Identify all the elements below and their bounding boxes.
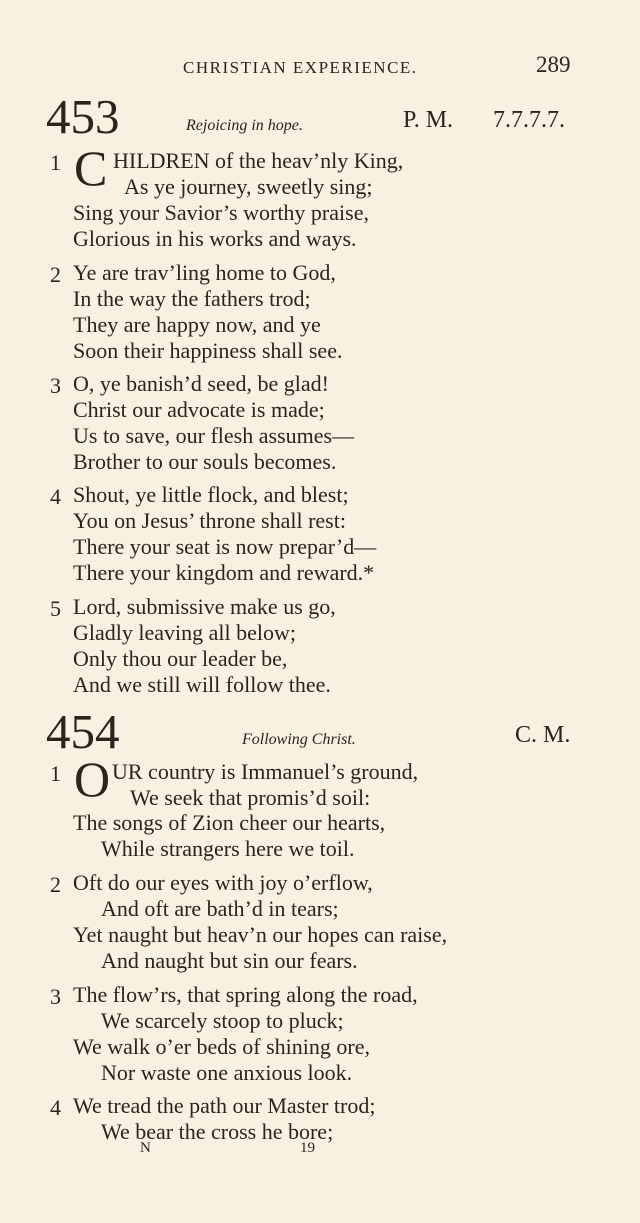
- verse-line: And naught but sin our fears.: [101, 948, 358, 973]
- verse-line: We tread the path our Master trod;: [73, 1093, 376, 1118]
- printer-signature: N: [140, 1140, 151, 1156]
- verse-line: Only thou our leader be,: [73, 646, 288, 671]
- verse-number: 1: [50, 150, 61, 175]
- page-number: 289: [536, 52, 571, 77]
- verse-line: We walk o’er beds of shining ore,: [73, 1034, 370, 1059]
- verse-line: Brother to our souls becomes.: [73, 449, 337, 474]
- verse-line: Gladly leaving all below;: [73, 620, 296, 645]
- verse-line: While strangers here we toil.: [101, 836, 355, 861]
- running-title: CHRISTIAN EXPERIENCE.: [183, 58, 418, 77]
- verse-line: Sing your Savior’s worthy praise,: [73, 200, 369, 225]
- verse-line: There your kingdom and reward.*: [73, 560, 375, 585]
- verse-line: And oft are bath’d in tears;: [101, 896, 339, 921]
- verse-number: 4: [50, 484, 61, 509]
- hymn-453-meter-numbers: 7.7.7.7.: [493, 107, 565, 133]
- verse-line: We seek that promis’d soil:: [130, 785, 371, 810]
- verse-number: 3: [50, 373, 61, 398]
- verse-number: 2: [50, 872, 61, 897]
- verse-line: They are happy now, and ye: [73, 312, 321, 337]
- verse-line: Us to save, our flesh assumes—: [73, 423, 355, 448]
- verse-line: Nor waste one anxious look.: [101, 1060, 353, 1085]
- verse-line: UR country is Immanuel’s ground,: [112, 759, 419, 784]
- verse-line: There your seat is now prepar’d—: [73, 534, 377, 559]
- verse-line: The flow’rs, that spring along the road,: [73, 982, 418, 1007]
- verse-number: 4: [50, 1095, 61, 1120]
- verse-line: HILDREN of the heav’nly King,: [113, 148, 404, 173]
- verse-line: In the way the fathers trod;: [73, 286, 311, 311]
- verse-number: 1: [50, 761, 61, 786]
- hymn-453-meter: P. M.: [403, 107, 454, 133]
- verse-number: 5: [50, 596, 61, 621]
- verse-line: We bear the cross he bore;: [101, 1119, 334, 1144]
- verse-line: Ye are trav’ling home to God,: [73, 260, 336, 285]
- drop-cap: C: [74, 140, 108, 196]
- verse-line: The songs of Zion cheer our hearts,: [73, 810, 386, 835]
- verse-line: Christ our advocate is made;: [73, 397, 325, 422]
- verse-line: Soon their happiness shall see.: [73, 338, 343, 363]
- verse-number: 2: [50, 262, 61, 287]
- hymn-454-subtitle: Following Christ.: [242, 731, 356, 748]
- verse-line: Yet naught but heav’n our hopes can raise,: [73, 922, 448, 947]
- verse-line: Lord, submissive make us go,: [73, 594, 336, 619]
- verse-line: Glorious in his works and ways.: [73, 226, 357, 251]
- hymn-number-453: 453: [46, 89, 120, 144]
- verse-line: Oft do our eyes with joy o’erflow,: [73, 870, 373, 895]
- verse-line: You on Jesus’ throne shall rest:: [73, 508, 346, 533]
- verse-line: And we still will follow thee.: [73, 672, 331, 697]
- verse-line: As ye journey, sweetly sing;: [124, 174, 373, 199]
- hymn-453-subtitle: Rejoicing in hope.: [186, 117, 303, 134]
- hymn-454-meter: C. M.: [515, 722, 571, 748]
- drop-cap: O: [74, 751, 111, 807]
- verse-line: We scarcely stoop to pluck;: [101, 1008, 344, 1033]
- verse-line: O, ye banish’d seed, be glad!: [73, 371, 329, 396]
- verse-line: Shout, ye little flock, and blest;: [73, 482, 349, 507]
- verse-number: 3: [50, 984, 61, 1009]
- sheet-number: 19: [300, 1140, 315, 1156]
- hymn-number-454: 454: [46, 704, 120, 759]
